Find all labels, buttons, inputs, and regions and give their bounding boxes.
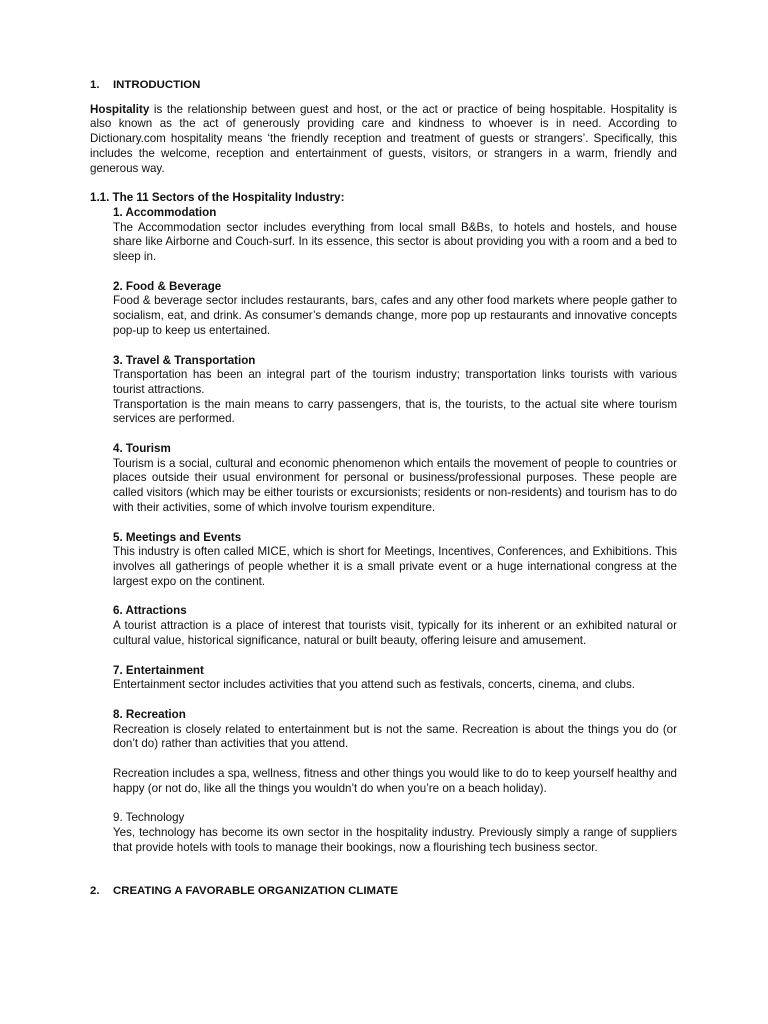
sector-title: 4. Tourism xyxy=(113,442,171,456)
sector-title: 6. Attractions xyxy=(113,604,187,618)
sector-item xyxy=(113,604,677,648)
sector-paragraph: Transportation is the main means to carry passengers, that is, the tourists, to the actual site where tourism services are performed. xyxy=(113,397,677,426)
sector-title: 5. Meetings and Events xyxy=(113,530,242,544)
sector-paragraph: The Accommodation sector includes everything from local small B&Bs, to hotels and hostels, and house share like Airborne and Couch-surf. In its essence, this sector is about providing you with a room and a bed to sleep in. xyxy=(113,220,677,264)
sector-item xyxy=(113,280,677,339)
sector-title: 7. Entertainment xyxy=(113,663,204,677)
sector-title: 8. Recreation xyxy=(113,707,186,721)
sector-item xyxy=(113,354,677,428)
sector-paragraph: Recreation is closely related to entertainment but is not the same. Recreation is about the things you do (or don’t do) rather than activities that you attend. xyxy=(113,722,677,751)
intro-text: is the relationship between guest and host, or the act or practice of being hospitable. Hospitality is also known as the act of generously providing care and kindness to whoever is in need. According to Dictionary.com hospitality means ‘the friendly reception and treatment of guests or strangers’. Specifically, this includes the welcome, reception and entertainment of guests, visitors, or strangers in a warm, friendly and generous way. xyxy=(90,102,677,175)
document-page xyxy=(90,78,677,898)
sector-paragraph: Yes, technology has become its own sector in the hospitality industry. Previously simply a range of suppliers that provide hotels with tools to manage their bookings, now a flourishing tech business sector. xyxy=(113,826,677,854)
sector-paragraph: Food & beverage sector includes restaurants, bars, cafes and any other food markets where people gather to socialism, eat, and drink. As consumer’s demands change, more pop up restaurants and innovative concepts pop-up to keep us entertained. xyxy=(113,294,677,337)
subsection-heading: 1.1. The 11 Sectors of the Hospitality Industry: xyxy=(90,191,345,205)
sector-paragraph: Entertainment sector includes activities that you attend such as festivals, concerts, cinema, and clubs. xyxy=(113,678,635,692)
section-number: 2. xyxy=(90,884,100,897)
sector-paragraph: Recreation includes a spa, wellness, fitness and other things you would like to do to keep yourself healthy and happy (or not do, like all the things you wouldn’t do when you’re on a beach holiday). xyxy=(113,767,677,795)
section-heading-climate xyxy=(90,884,677,899)
intro-paragraph xyxy=(90,103,677,177)
sector-title: 3. Travel & Transportation xyxy=(113,353,256,367)
sector-paragraph: A tourist attraction is a place of interest that tourists visit, typically for its inherent or an exhibited natural or cultural value, historical significance, natural or built beauty, offering leisure and amusement. xyxy=(113,619,677,647)
sector-paragraph: Tourism is a social, cultural and economic phenomenon which entails the movement of people to countries or places outside their usual environment for personal or business/professional purposes. These people are called visitors (which may be either tourists or excursionists; residents or non-residents) and tourism has to do with their activities, some of which involve tourism expenditure. xyxy=(113,456,677,514)
sector-item xyxy=(113,811,677,855)
sectors-list xyxy=(113,206,677,856)
sector-title: 9. Technology xyxy=(113,811,185,825)
sector-paragraph: This industry is often called MICE, which is short for Meetings, Incentives, Conferences, and Exhibitions. This involves all gatherings of people whether it is a small private event or a huge international congress at the largest expo on the continent. xyxy=(113,545,677,588)
sector-title: 2. Food & Beverage xyxy=(113,279,222,293)
sector-paragraph: Transportation has been an integral part of the tourism industry; transportation links tourists with various tourist attractions. xyxy=(113,368,677,396)
section-heading-introduction xyxy=(90,78,677,93)
intro-term: Hospitality xyxy=(90,102,150,116)
sector-item xyxy=(113,531,677,590)
section-title: INTRODUCTION xyxy=(113,79,201,91)
sector-item xyxy=(113,442,677,516)
section-title: CREATING A FAVORABLE ORGANIZATION CLIMATE xyxy=(113,884,398,897)
sector-item xyxy=(113,664,677,693)
sector-title: 1. Accommodation xyxy=(113,205,217,219)
sector-item xyxy=(113,708,677,797)
sector-item xyxy=(113,206,677,265)
section-number: 1. xyxy=(90,79,100,91)
